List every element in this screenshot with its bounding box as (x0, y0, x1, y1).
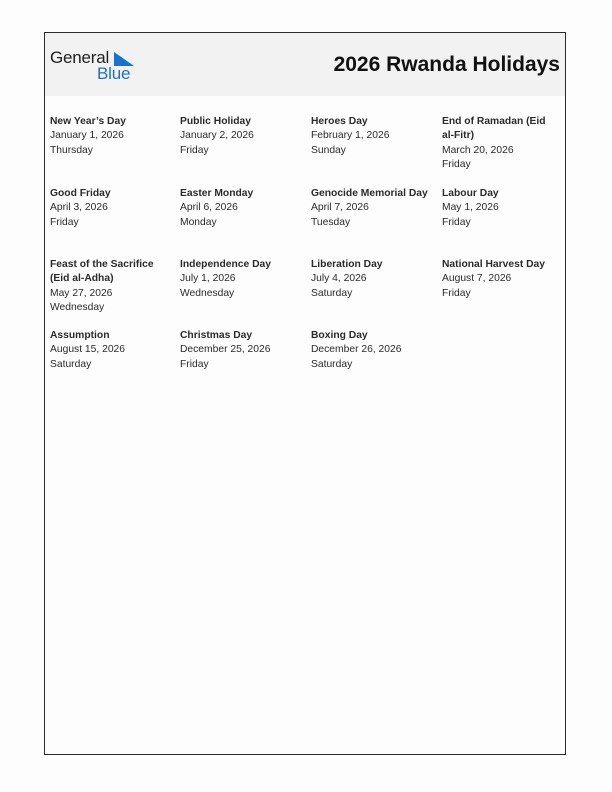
holiday-date: August 7, 2026 (442, 273, 512, 285)
holiday-name: Feast of the Sacrifice (Eid al-Adha) (50, 259, 154, 285)
page-frame (44, 32, 566, 755)
holiday-weekday: Friday (442, 287, 471, 299)
logo-text-blue: Blue (97, 64, 131, 83)
holiday-item (180, 115, 304, 158)
page-title: 2026 Rwanda Holidays (333, 53, 560, 76)
holiday-item (442, 187, 560, 230)
holiday-date: April 6, 2026 (180, 202, 238, 214)
holiday-date: July 1, 2026 (180, 273, 236, 285)
holiday-name: Christmas Day (180, 330, 253, 341)
holiday-date: January 2, 2026 (180, 130, 254, 142)
holiday-weekday: Saturday (50, 358, 92, 370)
header-band (45, 33, 565, 96)
holiday-weekday: Tuesday (311, 216, 351, 228)
holiday-date: March 20, 2026 (442, 144, 514, 156)
holiday-date: December 25, 2026 (180, 344, 271, 356)
holiday-weekday: Friday (442, 158, 471, 170)
holiday-date: May 27, 2026 (50, 287, 113, 299)
holiday-name: Good Friday (50, 188, 111, 199)
holiday-date: February 1, 2026 (311, 130, 390, 142)
holiday-weekday: Wednesday (50, 301, 105, 313)
generalblue-logo (50, 49, 140, 83)
holiday-item (311, 258, 435, 301)
holiday-name: Liberation Day (311, 259, 383, 270)
holiday-name: Genocide Memorial Day (311, 188, 428, 199)
holiday-weekday: Wednesday (180, 287, 235, 299)
holiday-name: Public Holiday (180, 116, 251, 127)
holiday-date: April 3, 2026 (50, 202, 108, 214)
holiday-name: Assumption (50, 330, 110, 341)
holiday-item (442, 115, 560, 172)
holiday-name: Boxing Day (311, 330, 368, 341)
holiday-item (311, 115, 435, 158)
holiday-name: End of Ramadan (Eid al-Fitr) (442, 116, 546, 142)
holiday-item (50, 115, 174, 158)
holiday-item (50, 258, 174, 315)
holiday-name: Heroes Day (311, 116, 368, 127)
holiday-weekday: Friday (180, 358, 209, 370)
holiday-weekday: Sunday (311, 144, 346, 156)
holiday-date: January 1, 2026 (50, 130, 124, 142)
holiday-weekday: Friday (180, 144, 209, 156)
holiday-item (311, 187, 435, 230)
holiday-weekday: Saturday (311, 287, 353, 299)
holiday-item (180, 258, 304, 301)
holiday-item (311, 329, 435, 372)
holiday-weekday: Friday (50, 216, 79, 228)
holiday-weekday: Thursday (50, 144, 93, 156)
holiday-item (180, 187, 304, 230)
holiday-name: New Year’s Day (50, 116, 126, 127)
holiday-name: Easter Monday (180, 188, 254, 199)
holiday-item (50, 329, 174, 372)
holiday-name: Independence Day (180, 259, 271, 270)
holiday-date: April 7, 2026 (311, 202, 369, 214)
holiday-date: December 26, 2026 (311, 344, 402, 356)
holiday-item (442, 258, 560, 301)
holiday-item (180, 329, 304, 372)
holiday-name: National Harvest Day (442, 259, 546, 270)
holiday-weekday: Saturday (311, 358, 353, 370)
holiday-item (50, 187, 174, 230)
logo-text-general: General (50, 48, 110, 67)
holiday-weekday: Friday (442, 216, 471, 228)
holiday-name: Labour Day (442, 188, 499, 199)
holiday-weekday: Monday (180, 216, 217, 228)
holiday-date: August 15, 2026 (50, 344, 125, 356)
holiday-date: July 4, 2026 (311, 273, 367, 285)
holiday-date: May 1, 2026 (442, 202, 499, 214)
